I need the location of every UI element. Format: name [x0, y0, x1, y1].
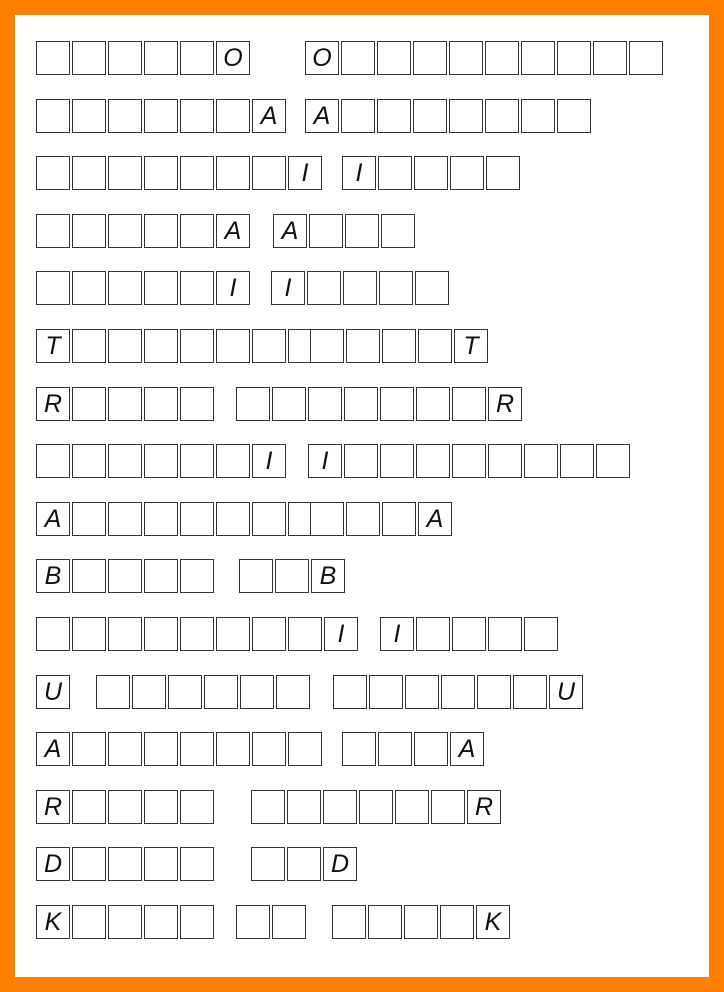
letter-cell[interactable]: O [216, 41, 250, 75]
letter-cell[interactable] [343, 271, 377, 305]
letter-cell[interactable] [449, 99, 483, 133]
letter-cell[interactable] [108, 329, 142, 363]
letter-cell[interactable] [144, 617, 178, 651]
letter-cell[interactable]: B [311, 559, 345, 593]
letter-cell[interactable]: I [380, 617, 414, 651]
letter-cell[interactable] [36, 617, 70, 651]
letter-cell[interactable] [369, 675, 403, 709]
letter-cell[interactable] [36, 214, 70, 248]
letter-cell[interactable] [180, 387, 214, 421]
letter-cell[interactable] [72, 502, 106, 536]
letter-cell[interactable] [216, 329, 250, 363]
letter-cell[interactable] [144, 271, 178, 305]
letter-cell[interactable] [144, 790, 178, 824]
letter-cell[interactable]: D [36, 847, 70, 881]
letter-cell[interactable]: O [305, 41, 339, 75]
letter-cell[interactable] [108, 617, 142, 651]
letter-cell[interactable] [72, 617, 106, 651]
letter-cell[interactable] [377, 99, 411, 133]
letter-cell[interactable] [180, 905, 214, 939]
letter-cell[interactable] [287, 790, 321, 824]
letter-cell[interactable] [416, 617, 450, 651]
letter-cell[interactable] [239, 559, 273, 593]
letter-cell[interactable]: A [273, 214, 307, 248]
letter-cell[interactable]: R [467, 790, 501, 824]
letter-cell[interactable] [108, 905, 142, 939]
letter-cell[interactable] [72, 99, 106, 133]
letter-cell[interactable] [416, 387, 450, 421]
letter-cell[interactable] [204, 675, 238, 709]
letter-cell[interactable] [452, 444, 486, 478]
letter-cell[interactable] [405, 675, 439, 709]
letter-cell[interactable] [486, 156, 520, 190]
letter-cell[interactable] [72, 41, 106, 75]
letter-cell[interactable] [379, 271, 413, 305]
letter-cell[interactable] [180, 99, 214, 133]
letter-cell[interactable] [144, 444, 178, 478]
letter-cell[interactable] [144, 387, 178, 421]
letter-cell[interactable] [108, 214, 142, 248]
letter-cell[interactable] [596, 444, 630, 478]
letter-cell[interactable] [629, 41, 663, 75]
letter-cell[interactable]: T [36, 329, 70, 363]
letter-cell[interactable] [521, 99, 555, 133]
letter-cell[interactable] [307, 271, 341, 305]
letter-cell[interactable]: R [36, 790, 70, 824]
letter-cell[interactable]: I [308, 444, 342, 478]
letter-cell[interactable] [216, 617, 250, 651]
letter-cell[interactable] [72, 271, 106, 305]
letter-cell[interactable] [180, 156, 214, 190]
letter-cell[interactable]: A [36, 502, 70, 536]
letter-cell[interactable] [36, 99, 70, 133]
letter-cell[interactable]: R [488, 387, 522, 421]
letter-cell[interactable] [524, 617, 558, 651]
letter-cell[interactable]: U [549, 675, 583, 709]
letter-cell[interactable] [144, 559, 178, 593]
letter-cell[interactable] [251, 790, 285, 824]
letter-cell[interactable] [216, 99, 250, 133]
letter-cell[interactable] [414, 732, 448, 766]
letter-cell[interactable] [180, 271, 214, 305]
letter-cell[interactable] [108, 559, 142, 593]
letter-cell[interactable] [404, 905, 438, 939]
letter-cell[interactable] [108, 790, 142, 824]
letter-cell[interactable] [36, 156, 70, 190]
letter-cell[interactable] [144, 214, 178, 248]
letter-cell[interactable] [521, 41, 555, 75]
letter-cell[interactable]: A [450, 732, 484, 766]
letter-cell[interactable] [288, 732, 322, 766]
letter-cell[interactable] [452, 387, 486, 421]
letter-cell[interactable] [108, 99, 142, 133]
letter-cell[interactable] [275, 559, 309, 593]
letter-cell[interactable] [488, 617, 522, 651]
letter-cell[interactable]: A [418, 502, 452, 536]
letter-cell[interactable] [108, 732, 142, 766]
letter-cell[interactable] [333, 675, 367, 709]
letter-cell[interactable] [251, 847, 285, 881]
letter-cell[interactable] [414, 156, 448, 190]
letter-cell[interactable] [380, 387, 414, 421]
letter-cell[interactable]: A [216, 214, 250, 248]
letter-cell[interactable] [441, 675, 475, 709]
letter-cell[interactable] [72, 559, 106, 593]
puzzle-sheet [15, 15, 709, 977]
letter-cell[interactable] [108, 271, 142, 305]
letter-cell[interactable] [252, 617, 286, 651]
letter-cell[interactable] [344, 444, 378, 478]
letter-cell[interactable]: I [216, 271, 250, 305]
letter-cell[interactable] [180, 732, 214, 766]
letter-cell[interactable] [485, 41, 519, 75]
letter-cell[interactable] [180, 214, 214, 248]
letter-cell[interactable] [524, 444, 558, 478]
letter-cell[interactable] [344, 387, 378, 421]
letter-cell[interactable] [108, 502, 142, 536]
letter-cell[interactable] [380, 444, 414, 478]
letter-cell[interactable] [560, 444, 594, 478]
letter-cell[interactable] [144, 156, 178, 190]
letter-cell[interactable] [308, 387, 342, 421]
letter-cell[interactable] [216, 156, 250, 190]
letter-cell[interactable] [144, 847, 178, 881]
letter-cell[interactable] [395, 790, 429, 824]
letter-cell[interactable] [450, 156, 484, 190]
letter-cell[interactable] [368, 905, 402, 939]
letter-cell[interactable] [180, 444, 214, 478]
letter-cell[interactable]: I [288, 156, 322, 190]
letter-cell[interactable] [36, 271, 70, 305]
letter-cell[interactable] [341, 41, 375, 75]
letter-cell[interactable] [144, 99, 178, 133]
letter-cell[interactable] [108, 847, 142, 881]
letter-cell[interactable] [272, 905, 306, 939]
letter-cell[interactable] [309, 214, 343, 248]
letter-cell[interactable] [72, 214, 106, 248]
letter-cell[interactable] [144, 41, 178, 75]
letter-cell[interactable]: D [323, 847, 357, 881]
letter-cell[interactable] [418, 329, 452, 363]
letter-cell[interactable] [144, 732, 178, 766]
letter-cell[interactable] [416, 444, 450, 478]
letter-cell[interactable] [593, 41, 627, 75]
letter-cell[interactable] [557, 99, 591, 133]
letter-cell[interactable] [144, 329, 178, 363]
letter-cell[interactable]: B [36, 559, 70, 593]
letter-cell[interactable] [310, 502, 344, 536]
letter-cell[interactable] [216, 502, 250, 536]
letter-cell[interactable] [72, 790, 106, 824]
letter-cell[interactable] [144, 502, 178, 536]
letter-cell[interactable] [180, 559, 214, 593]
letter-cell[interactable] [108, 444, 142, 478]
letter-cell[interactable] [440, 905, 474, 939]
letter-cell[interactable] [132, 675, 166, 709]
letter-cell[interactable] [108, 41, 142, 75]
letter-cell[interactable] [485, 99, 519, 133]
letter-cell[interactable] [341, 99, 375, 133]
letter-cell[interactable] [252, 329, 286, 363]
letter-cell[interactable] [287, 847, 321, 881]
letter-cell[interactable] [378, 732, 412, 766]
letter-cell[interactable] [72, 387, 106, 421]
letter-cell[interactable] [72, 905, 106, 939]
letter-cell[interactable] [272, 387, 306, 421]
letter-cell[interactable] [108, 156, 142, 190]
letter-cell[interactable]: I [271, 271, 305, 305]
letter-cell[interactable] [240, 675, 274, 709]
letter-cell[interactable] [216, 444, 250, 478]
letter-cell[interactable] [72, 444, 106, 478]
letter-cell[interactable] [180, 847, 214, 881]
letter-cell[interactable] [488, 444, 522, 478]
letter-cell[interactable] [252, 156, 286, 190]
letter-cell[interactable] [378, 156, 412, 190]
letter-cell[interactable] [557, 41, 591, 75]
letter-cell[interactable] [168, 675, 202, 709]
letter-cell[interactable] [382, 502, 416, 536]
letter-cell[interactable] [108, 387, 142, 421]
letter-cell[interactable] [477, 675, 511, 709]
letter-cell[interactable] [345, 214, 379, 248]
letter-cell[interactable] [415, 271, 449, 305]
letter-cell[interactable] [413, 41, 447, 75]
letter-cell[interactable]: I [342, 156, 376, 190]
letter-cell[interactable] [346, 329, 380, 363]
letter-cell[interactable]: I [324, 617, 358, 651]
letter-cell[interactable] [276, 675, 310, 709]
letter-cell[interactable] [323, 790, 357, 824]
letter-cell[interactable]: U [36, 675, 70, 709]
letter-cell[interactable]: I [252, 444, 286, 478]
letter-cell[interactable] [72, 156, 106, 190]
letter-cell[interactable] [310, 329, 344, 363]
letter-cell[interactable] [342, 732, 376, 766]
letter-cell[interactable] [431, 790, 465, 824]
letter-cell[interactable] [180, 617, 214, 651]
letter-cell[interactable] [252, 732, 286, 766]
letter-cell[interactable]: K [36, 905, 70, 939]
letter-cell[interactable] [36, 444, 70, 478]
letter-cell[interactable] [332, 905, 366, 939]
letter-cell[interactable] [216, 732, 250, 766]
letter-cell[interactable] [36, 41, 70, 75]
letter-cell[interactable]: T [454, 329, 488, 363]
letter-cell[interactable] [288, 617, 322, 651]
letter-cell[interactable] [359, 790, 393, 824]
letter-cell[interactable] [72, 847, 106, 881]
letter-cell[interactable] [180, 41, 214, 75]
letter-cell[interactable] [236, 905, 270, 939]
letter-cell[interactable] [72, 329, 106, 363]
letter-cell[interactable]: R [36, 387, 70, 421]
letter-cell[interactable] [180, 790, 214, 824]
letter-cell[interactable]: A [252, 99, 286, 133]
letter-cell[interactable] [180, 502, 214, 536]
letter-cell[interactable] [144, 905, 178, 939]
letter-cell[interactable] [72, 732, 106, 766]
letter-cell[interactable]: A [305, 99, 339, 133]
letter-cell[interactable] [377, 41, 411, 75]
letter-cell[interactable] [180, 329, 214, 363]
letter-cell[interactable] [381, 214, 415, 248]
letter-cell[interactable] [452, 617, 486, 651]
letter-cell[interactable] [513, 675, 547, 709]
letter-cell[interactable] [413, 99, 447, 133]
letter-cell[interactable] [346, 502, 380, 536]
letter-cell[interactable]: K [476, 905, 510, 939]
letter-cell[interactable] [252, 502, 286, 536]
letter-cell[interactable] [96, 675, 130, 709]
letter-cell[interactable] [449, 41, 483, 75]
letter-cell[interactable]: A [36, 732, 70, 766]
letter-cell[interactable] [236, 387, 270, 421]
letter-cell[interactable] [382, 329, 416, 363]
